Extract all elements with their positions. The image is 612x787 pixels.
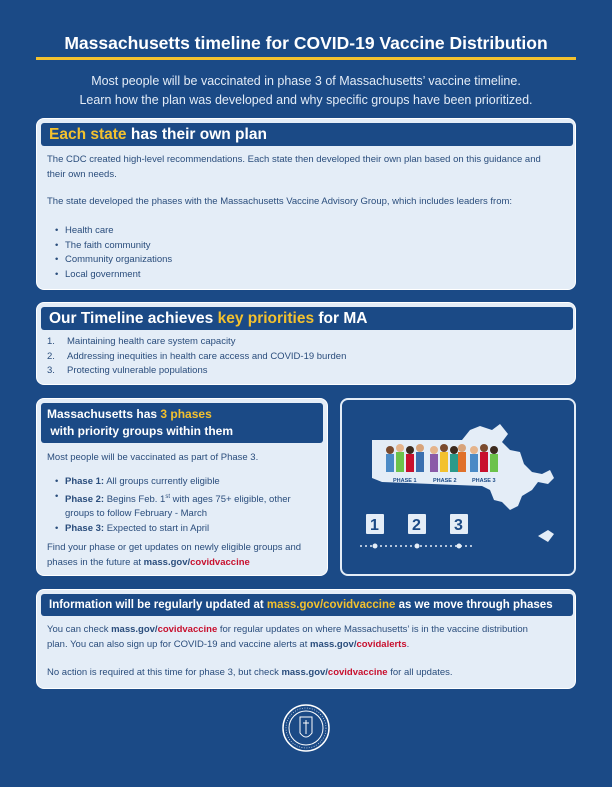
phase-text: Expected to start in April [104,522,210,534]
updates-heading-post: as we move through phases [395,599,553,611]
number-1: 1 [370,517,379,534]
link-base: mass.gov/ [310,638,357,650]
list-item [55,475,317,490]
updates-paragraph-2 [47,666,567,681]
phases-heading-highlight: 3 phases [160,407,212,421]
updates-card [36,589,576,689]
find-phase-paragraph [47,541,322,570]
covidalerts-link[interactable] [310,639,407,650]
phases-heading-post: with priority groups within them [47,424,233,438]
phase-label-1: PHASE 1 [393,478,417,484]
state-plan-heading [41,123,573,146]
timeline-dot-2 [415,544,420,549]
page-title: Massachusetts timeline for COVID-19 Vaccine Distribution [64,33,548,53]
list-item [55,522,317,537]
list-item: • Health care [55,224,355,239]
link-red: covidvaccine [327,667,388,678]
link-base: mass.gov/ [111,624,158,635]
subtitle-line-1: Most people will be vaccinated in phase 3 of Massachusetts’ vaccine timeline. [91,74,521,88]
phases-intro: Most people will be vaccinated as part of Phase 3. [47,452,259,463]
updates-heading-pre: Information will be regularly updated at [49,599,267,611]
text: No action is required at this time for phase 3, but check [47,667,282,678]
link-red: covidvaccine [157,624,218,635]
phases-card [36,398,328,576]
phase-label: Phase 3: [65,522,105,534]
updates-paragraph-1 [47,623,547,652]
text: You can check [47,624,112,635]
priorities-list [47,335,547,379]
advisory-group-paragraph: The state developed the phases with the Massachusetts Vaccine Advisory Group, which includes leaders from: [47,196,513,207]
updates-heading-link[interactable]: mass.gov/covidvaccine [266,599,396,611]
state-plan-heading-rest: has their own plan [126,125,267,143]
priorities-heading-highlight: key priorities [217,309,315,327]
list-item: • Local government [55,268,355,283]
phase-text: Begins Feb. 1 [104,493,166,505]
link-base: mass.gov/ [281,667,328,678]
list-item: • The faith community [55,239,355,254]
phase-label: Phase 2: [65,493,105,505]
list-text: Protecting vulnerable populations [67,365,208,376]
phase-sup: st [165,493,171,500]
link-base: mass.gov/ [143,556,191,568]
number-2: 2 [412,517,421,534]
priorities-heading [41,307,573,330]
list-item: • Community organizations [55,253,355,268]
number-3: 3 [454,517,463,534]
covidvaccine-link[interactable] [281,667,387,678]
updates-heading [41,594,573,616]
phases-list [55,475,317,536]
massachusetts-seal-icon [281,703,331,753]
phases-heading-pre: Massachusetts has [47,407,161,421]
timeline-dot-3 [457,544,462,549]
covidvaccine-link[interactable] [111,624,217,635]
massachusetts-map [342,400,574,574]
text: for regular updates on where Massachusetts’ is in the vaccine distribution plan. You can also sign up for COVID-19 and vaccine alerts at [47,624,528,650]
cape-outline [538,530,554,542]
phases-heading [41,403,323,443]
subtitle-line-2: Learn how the plan was developed and why specific groups have been prioritized. [79,93,533,107]
list-item [47,335,547,350]
phase-text: with ages 75+ eligible, other groups to follow February - March [65,493,294,520]
priorities-heading-pre: Our Timeline achieves [49,309,218,327]
find-phase-text: Find your phase or get updates on newly eligible groups and phases in the future at [47,542,302,568]
list-item [47,350,547,365]
list-number: 2. [47,350,55,362]
state-plan-heading-highlight: Each state [49,125,127,143]
text: . [406,638,410,650]
list-item [47,364,547,379]
phase-label: Phase 1: [65,476,105,487]
people-phase-3 [470,444,498,472]
leaders-list [55,224,355,282]
map-graphic-card [340,398,576,576]
list-number: 3. [47,365,55,376]
subtitle [20,72,592,110]
text: for all updates. [387,667,453,678]
list-text: Addressing inequities in health care access and COVID-19 burden [67,350,347,362]
phase-text: All groups currently eligible [104,476,220,487]
phase-label-2: PHASE 2 [433,478,457,484]
link-red: covidvaccine [190,556,250,568]
link-red: covidalerts [356,638,407,650]
timeline-dot-1 [373,544,378,549]
list-number: 1. [47,336,55,347]
cdc-paragraph: The CDC created high-level recommendations. Each state then developed their own plan based on this guidance and their own needs. [47,154,541,180]
priorities-heading-post: for MA [314,309,368,327]
covidvaccine-link[interactable] [144,557,250,568]
list-text: Maintaining health care system capacity [67,336,236,347]
priorities-card [36,302,576,385]
state-plan-card [36,118,576,290]
phase-label-3: PHASE 3 [472,478,496,484]
title-underline [36,57,576,60]
list-item [55,490,317,522]
